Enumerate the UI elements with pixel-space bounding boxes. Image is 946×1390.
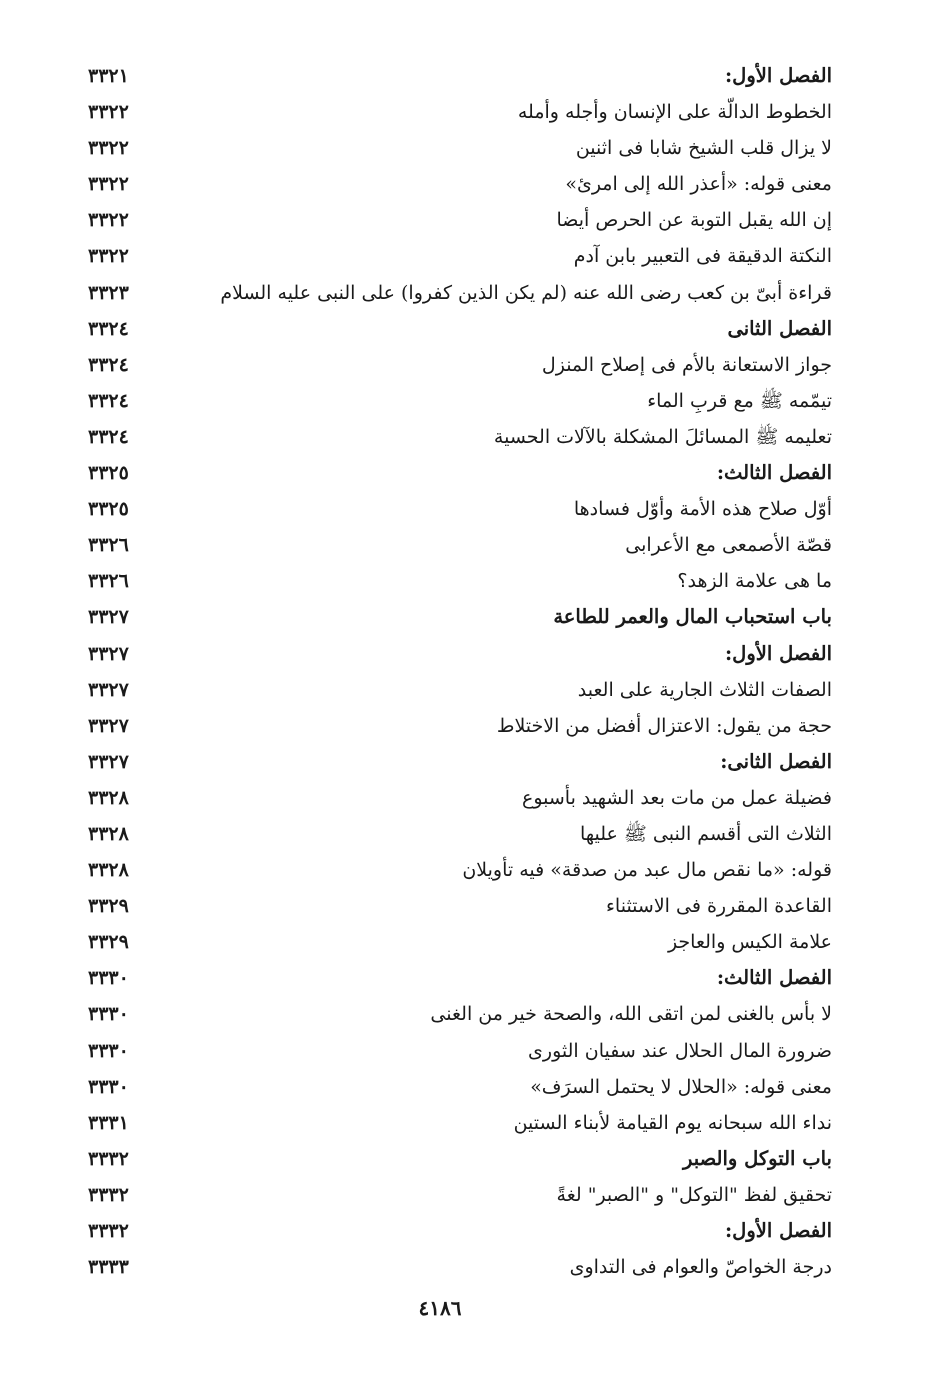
section-heading: باب التوكل والصبر — [682, 1146, 832, 1170]
toc-entry-row — [80, 1069, 832, 1105]
entry-page-number: ٣٣٣٢ — [88, 1147, 129, 1170]
entry-title: معنى قوله: «الحلال لا يحتمل السرَف» — [530, 1075, 832, 1098]
entry-page-number: ٣٣٢٦ — [88, 534, 129, 557]
toc-heading-row — [80, 744, 832, 780]
toc-entry-row — [80, 383, 832, 419]
entry-title: إن الله يقبل التوبة عن الحرص أيضا — [556, 209, 832, 232]
entry-title: قصّة الأصمعى مع الأعرابى — [625, 534, 832, 557]
entry-title: نداء الله سبحانه يوم القيامة لأبناء الستين — [513, 1111, 832, 1134]
toc-entry-row — [80, 419, 832, 455]
entry-title: الثلاث التى أقسم النبى ﷺ عليها — [579, 822, 832, 845]
toc-heading-row — [80, 58, 832, 94]
entry-page-number: ٣٣٣٣ — [88, 1256, 129, 1279]
toc-entry-row — [80, 996, 832, 1032]
toc-entry-row — [80, 888, 832, 924]
entry-page-number: ٣٣٢٤ — [88, 353, 129, 376]
entry-title: حجة من يقول: الاعتزال أفضل من الاختلاط — [496, 714, 832, 737]
entry-page-number: ٣٣٣١ — [88, 1111, 129, 1134]
entry-page-number: ٣٣٢٥ — [88, 462, 129, 485]
section-heading: الفصل الأول: — [724, 1219, 832, 1242]
toc-entry-row — [80, 816, 832, 852]
entry-title: النكتة الدقيقة فى التعبير بابن آدم — [573, 245, 832, 268]
entry-title: درجة الخواصّ والعوام فى التداوى — [569, 1256, 832, 1279]
entry-title: تحقيق لفظ "التوكل" و "الصبر" لغةً — [556, 1183, 832, 1206]
toc-heading-row — [80, 1213, 832, 1249]
section-heading: الفصل الثانى: — [720, 749, 832, 773]
toc-entry-row — [80, 94, 832, 130]
entry-page-number: ٣٣٢٢ — [88, 245, 129, 268]
toc-entry-row — [80, 238, 832, 274]
toc-entry-row — [80, 708, 832, 744]
toc-entry-row — [80, 852, 832, 888]
entry-page-number: ٣٣٣٠ — [88, 967, 129, 990]
entry-title: الصفات الثلاث الجارية على العبد — [577, 678, 832, 701]
toc-entry-row — [80, 130, 832, 166]
toc-entry-row — [80, 780, 832, 816]
entry-page-number: ٣٣٢٨ — [88, 859, 129, 882]
entry-title: قراءة أبىّ بن كعب رضى الله عنه (لم يكن الذين كفروا) على النبى عليه السلام — [220, 281, 832, 304]
toc-heading-row — [80, 311, 832, 347]
entry-page-number: ٣٣٢٤ — [88, 389, 129, 412]
toc-entry-row — [80, 1033, 832, 1069]
entry-page-number: ٣٣٢٧ — [88, 606, 129, 629]
section-heading: باب استحباب المال والعمر للطاعة — [553, 605, 832, 629]
entry-page-number: ٣٣٢٨ — [88, 822, 129, 845]
toc-entry-row — [80, 1177, 832, 1213]
entry-title: أوّل صلاح هذه الأمة وأوّل فسادها — [573, 498, 832, 521]
toc-entry-row — [80, 347, 832, 383]
toc-entry-row — [80, 527, 832, 563]
entry-page-number: ٣٣٢٤ — [88, 425, 129, 448]
entry-page-number: ٣٣٢٢ — [88, 173, 129, 196]
entry-page-number: ٣٣٢٢ — [88, 209, 129, 232]
page-number: ٤١٨٦ — [418, 1296, 462, 1320]
entry-page-number: ٣٣٢٩ — [88, 931, 129, 954]
toc-entry-row — [80, 924, 832, 960]
toc-entry-row — [80, 563, 832, 599]
entry-page-number: ٣٣٢٤ — [88, 317, 129, 340]
table-of-contents — [80, 58, 832, 1285]
entry-title: لا يزال قلب الشيخ شابا فى اثنين — [575, 137, 832, 160]
entry-page-number: ٣٣٢١ — [88, 65, 129, 87]
entry-title: علامة الكيس والعاجز — [667, 931, 832, 954]
section-heading: الفصل الثالث: — [716, 966, 832, 990]
toc-heading-row — [80, 455, 832, 491]
section-heading: الفصل الثانى — [727, 316, 832, 340]
entry-page-number: ٣٣٢٧ — [88, 750, 129, 773]
entry-title: ضرورة المال الحلال عند سفيان الثورى — [528, 1039, 832, 1062]
section-heading: الفصل الثالث: — [716, 461, 832, 485]
toc-entry-row — [80, 672, 832, 708]
entry-title: فضيلة عمل من مات بعد الشهيد بأسبوع — [521, 786, 832, 809]
entry-page-number: ٣٣٢٣ — [88, 281, 129, 304]
toc-heading-row — [80, 1141, 832, 1177]
toc-entry-row — [80, 491, 832, 527]
toc-entry-row — [80, 166, 832, 202]
entry-page-number: ٣٣٣٢ — [88, 1183, 129, 1206]
entry-page-number: ٣٣٢٧ — [88, 678, 129, 701]
entry-page-number: ٣٣٣٠ — [88, 1003, 129, 1026]
entry-page-number: ٣٣٣٠ — [88, 1075, 129, 1098]
entry-page-number: ٣٣٢٢ — [88, 137, 129, 160]
entry-title: لا بأس بالغنى لمن اتقى الله، والصحة خير من الغنى — [430, 1003, 832, 1026]
entry-page-number: ٣٣٢٦ — [88, 570, 129, 593]
section-heading: الفصل الأول: — [724, 641, 832, 665]
entry-title: معنى قوله: «أعذر الله إلى امرئ» — [565, 173, 832, 196]
toc-entry-row — [80, 1249, 832, 1285]
toc-heading-row — [80, 960, 832, 996]
toc-entry-row — [80, 202, 832, 238]
entry-page-number: ٣٣٢٧ — [88, 642, 129, 665]
entry-page-number: ٣٣٢٩ — [88, 895, 129, 918]
entry-title: تعليمه ﷺ المسائلَ المشكلة بالآلات الحسية — [493, 425, 832, 448]
entry-title: تيمّمه ﷺ مع قربِ الماء — [647, 389, 832, 412]
toc-heading-row — [80, 636, 832, 672]
toc-entry-row — [80, 1105, 832, 1141]
section-heading: الفصل الأول: — [724, 64, 832, 87]
entry-title: جواز الاستعانة بالأم فى إصلاح المنزل — [541, 353, 832, 376]
toc-heading-row — [80, 599, 832, 635]
entry-page-number: ٣٣٢٨ — [88, 786, 129, 809]
entry-title: ما هى علامة الزهد؟ — [677, 570, 832, 593]
entry-page-number: ٣٣٣٠ — [88, 1039, 129, 1062]
entry-page-number: ٣٣٣٢ — [88, 1220, 129, 1242]
entry-page-number: ٣٣٢٧ — [88, 714, 129, 737]
entry-page-number: ٣٣٢٢ — [88, 101, 129, 124]
entry-title: الخطوط الدالّة على الإنسان وأجله وأمله — [517, 101, 832, 124]
toc-entry-row — [80, 275, 832, 311]
entry-title: قوله: «ما نقص مال عبد من صدقة» فيه تأويلان — [462, 859, 832, 882]
entry-page-number: ٣٣٢٥ — [88, 498, 129, 521]
entry-title: القاعدة المقررة فى الاستثناء — [605, 895, 832, 918]
